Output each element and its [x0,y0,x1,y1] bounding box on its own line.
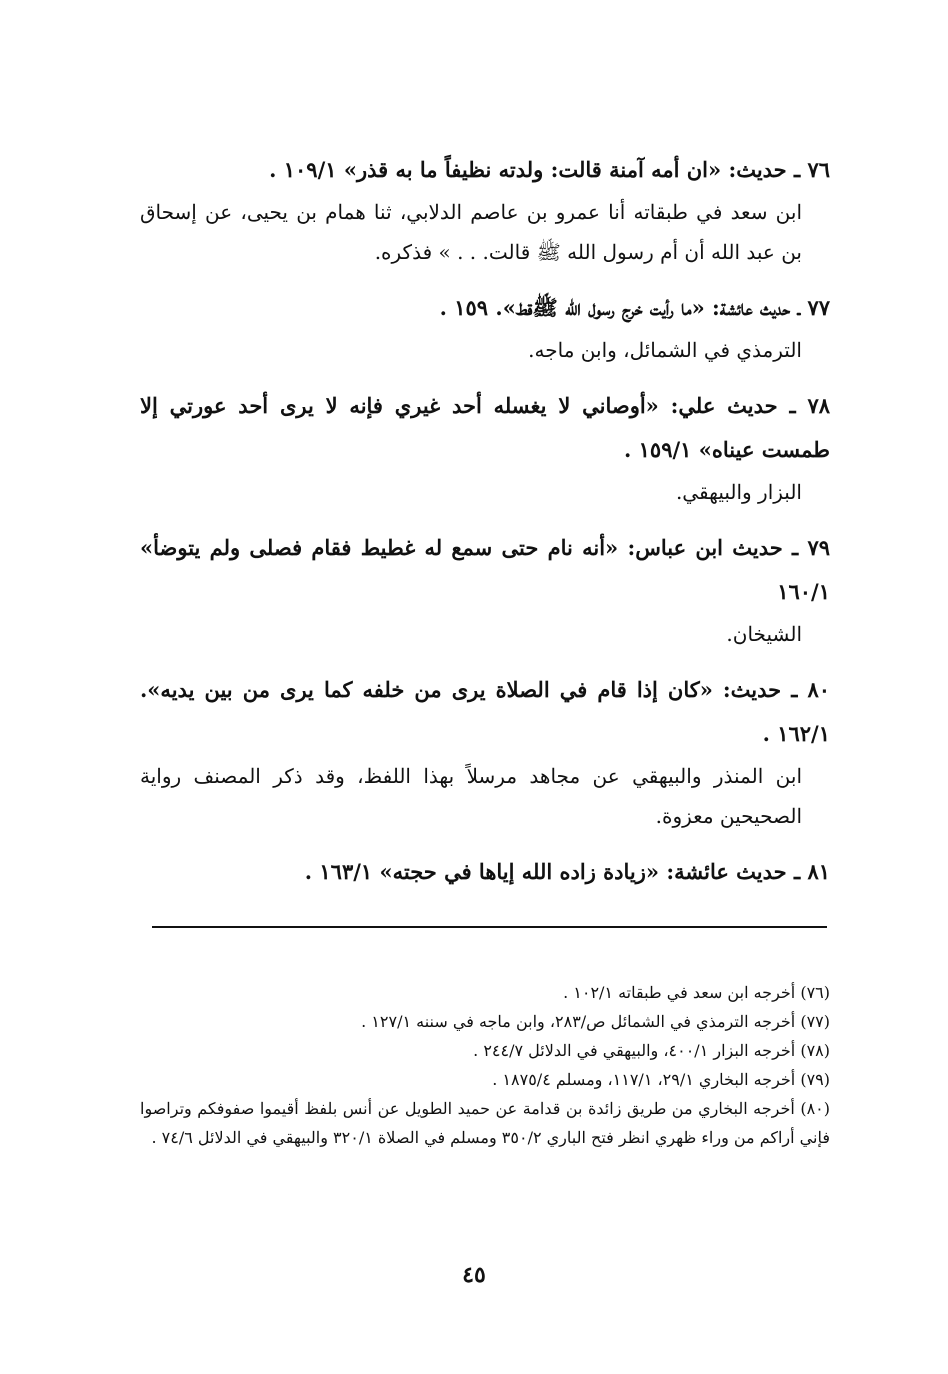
hadith-source: الشيخان. [726,622,802,646]
hadith-heading: ٨١ ـ حديث عائشة: «زيادة زاده الله إياها في حجته» ١٦٣/١ . [304,859,830,884]
footnote-separator [152,926,827,928]
footnotes [140,978,830,1152]
hadith-source: البزار والبيهقي. [675,480,802,504]
hadith-heading: ٧٩ ـ حديث ابن عباس: «أنه نام حتى سمع له غطيط فقام فصلى ولم يتوضأ» ١٦٠/١ [140,535,830,604]
footnote-79: (٧٩) أخرجه البخاري ٢٩/١، ١١٧/١، ومسلم ١٨٧٥/٤ . [492,1070,830,1089]
hadith-entry-77 [140,286,830,370]
hadith-heading: ٧٦ ـ حديث: «ان أمه آمنة قالت: ولدته نظيفاً ما به قذر» ١٠٩/١ . [269,157,830,182]
hadith-entry-79 [140,526,830,654]
hadith-entry-76 [140,148,830,272]
hadith-entries [140,148,830,908]
footnote-80: (٨٠) أخرجه البخاري من طريق زائدة بن قدامة عن حميد الطويل عن أنس بلفظ أقيموا صفوفكم وتراصوا فإني أراكم من وراء ظهري انظر فتح الباري ٣٥٠/٢ ومسلم في الصلاة ٣٢٠/١ والبيهقي في الدلائل ٧٤/٦ . [140,1099,830,1147]
hadith-source: الترمذي في الشمائل، وابن ماجه. [528,338,802,362]
hadith-heading: ٧٨ ـ حديث علي: «أوصاني لا يغسله أحد غيري فإنه لا يرى أحد عورتي إلا طمست عيناه» ١٥٩/١ . [140,393,830,462]
hadith-entry-81 [140,850,830,894]
hadith-heading: ٧٧ ـ حديث عائشة: «ما رأيت خرج رسول الله ﷺقط». ١٥٩ . [439,295,830,320]
footnote-76: (٧٦) أخرجه ابن سعد في طبقاته ١٠٢/١ . [563,983,830,1002]
hadith-source: ابن المنذر والبيهقي عن مجاهد مرسلاً بهذا اللفظ، وقد ذكر المصنف رواية الصحيحين معزوة. [140,764,802,828]
footnote-78: (٧٨) أخرجه البزار ٤٠٠/١، والبيهقي في الدلائل ٢٤٤/٧ . [473,1041,830,1060]
hadith-entry-78 [140,384,830,512]
footnote-77: (٧٧) أخرجه الترمذي في الشمائل ص/٢٨٣، وابن ماجه في سننه ١٢٧/١ . [361,1012,830,1031]
hadith-heading: ٨٠ ـ حديث: «كان إذا قام في الصلاة يرى من خلفه كما يرى من بين يديه». ١٦٢/١ . [140,677,830,746]
page-number: ٤٥ [462,1262,486,1288]
hadith-source: ابن سعد في طبقاته أنا عمرو بن عاصم الدلابي، ثنا همام بن يحيى، عن إسحاق بن عبد الله أن أم رسول الله ﷺ قالت. . . » فذكره. [140,200,802,264]
hadith-entry-80 [140,668,830,836]
